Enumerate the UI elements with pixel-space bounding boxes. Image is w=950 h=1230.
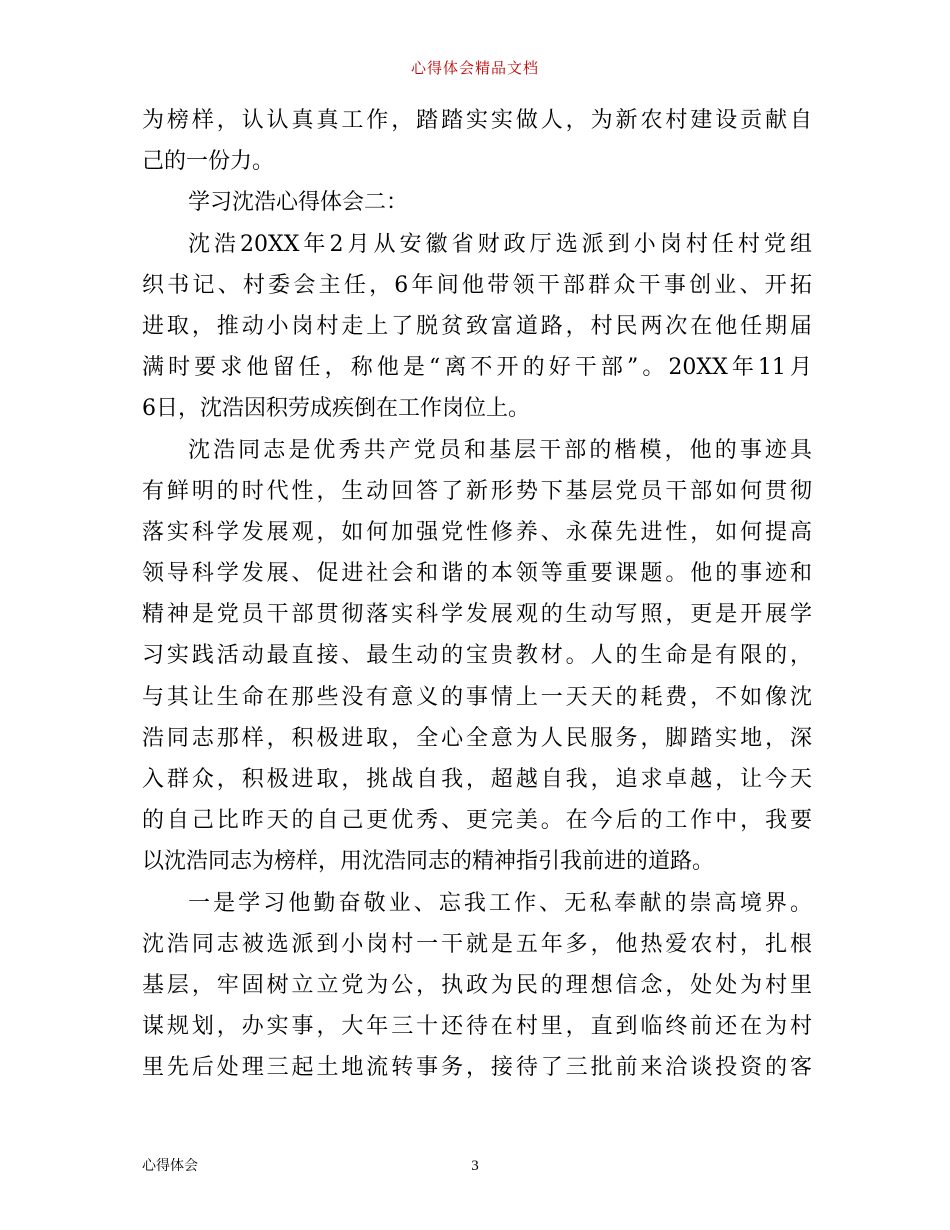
- body-line: 6日，沈浩因积劳成疾倒在工作岗位上。: [142, 396, 530, 422]
- body-line: 与其让生命在那些没有意义的事情上一天天的耗费，不如像沈: [142, 684, 812, 710]
- body-line: 入群众，积极进取，挑战自我，超越自我，追求卓越，让今天: [142, 767, 812, 792]
- body-line: 进取，推动小岗村走上了脱贫致富道路，村民两次在他任期届: [142, 313, 812, 339]
- body-line: 为榜样，认认真真工作，踏踏实实做人，为新农村建设贡献自: [142, 108, 812, 133]
- body-line: 织书记、村委会主任，6年间他带领干部群众干事创业、开拓: [142, 272, 812, 298]
- page-number: 3: [471, 1158, 479, 1174]
- body-line: 领导科学发展、促进社会和谐的本领等重要课题。他的事迹和: [142, 561, 812, 587]
- body-line: 基层，牢固树立立党为公，执政为民的理想信念，处处为村里: [142, 972, 812, 998]
- body-line: 浩同志那样，积极进取，全心全意为人民服务，脚踏实地，深: [142, 725, 812, 751]
- body-line: 习实践活动最直接、最生动的宝贵教材。人的生命是有限的，: [142, 643, 812, 669]
- footer-label: 心得体会: [142, 1158, 198, 1174]
- body-line: 一是学习他勤奋敬业、忘我工作、无私奉献的崇高境界。: [188, 890, 812, 916]
- body-line: 沈浩同志被选派到小岗村一干就是五年多，他热爱农村，扎根: [142, 931, 812, 957]
- body-line: 沈浩同志是优秀共产党员和基层干部的楷模，他的事迹具: [188, 437, 812, 463]
- body-line: 学习沈浩心得体会二：: [188, 190, 409, 216]
- body-line: 落实科学发展观，如何加强党性修养、永葆先进性，如何提高: [142, 519, 812, 545]
- body-line: 满时要求他留任，称他是“离不开的好干部”。20XX年11月: [142, 355, 812, 381]
- body-line: 谋规划，办实事，大年三十还待在村里，直到临终前还在为村: [142, 1014, 812, 1040]
- body-line: 的自己比昨天的自己更优秀、更完美。在今后的工作中，我要: [142, 808, 812, 834]
- body-line: 有鲜明的时代性，生动回答了新形势下基层党员干部如何贯彻: [142, 478, 812, 504]
- body-line: 以沈浩同志为榜样，用沈浩同志的精神指引我前进的道路。: [142, 849, 715, 875]
- body-line: 沈浩20XX年2月从安徽省财政厅选派到小岗村任村党组: [188, 231, 812, 257]
- body-line: 己的一份力。: [142, 149, 275, 175]
- body-text: [142, 100, 812, 1089]
- header-title: 心得体会精品文档: [410, 59, 539, 77]
- body-line: 精神是党员干部贯彻落实科学发展观的生动写照，更是开展学: [142, 602, 812, 628]
- body-line: 里先后处理三起土地流转事务，接待了三批前来洽谈投资的客: [142, 1055, 812, 1081]
